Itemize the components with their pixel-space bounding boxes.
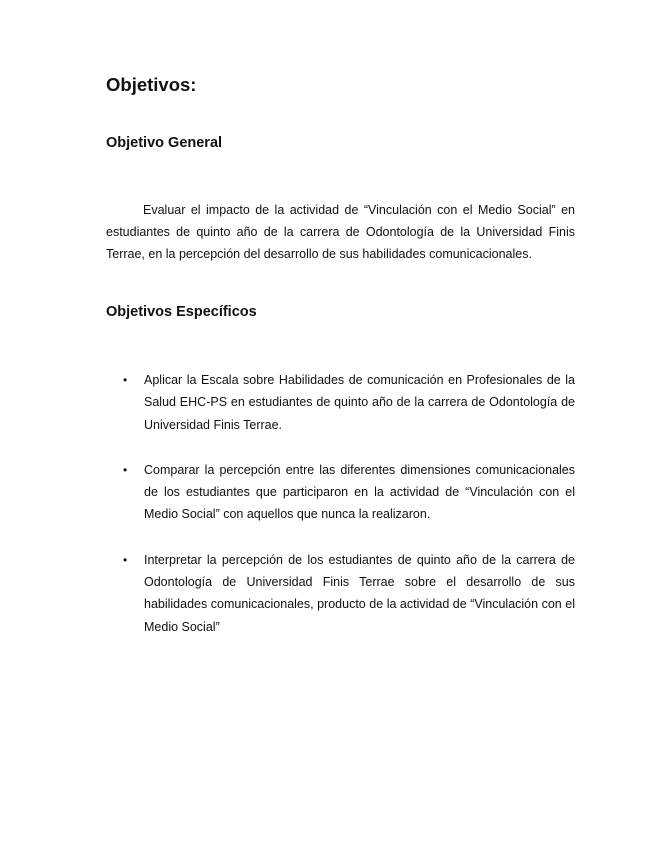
list-item-text: Comparar la percepción entre las diferentes dimensiones comunicacionales de los estudiantes que participaron en la actividad de “Vinculación con el Medio Social” con aquellos que nunca la realizaron. <box>144 462 575 522</box>
bullet-icon: • <box>123 462 128 477</box>
objetivos-especificos-list <box>106 369 575 661</box>
objetivo-general-paragraph: Evaluar el impacto de la actividad de “Vinculación con el Medio Social” en estudiantes de quinto año de la carrera de Odontología de la Universidad Finis Terrae, en la percepción del desarrollo de sus habilidades comunicacionales. <box>106 203 575 261</box>
objetivos-especificos-heading: Objetivos Específicos <box>106 304 257 320</box>
list-item-text: Aplicar la Escala sobre Habilidades de comunicación en Profesionales de la Salud EHC-PS en estudiantes de quinto año de la carrera de Odontología de Universidad Finis Terrae. <box>144 373 575 432</box>
bullet-icon: • <box>123 552 128 567</box>
list-item <box>106 459 575 526</box>
list-item <box>106 369 575 436</box>
list-item <box>106 549 575 638</box>
objetivo-general-heading: Objetivo General <box>106 135 223 151</box>
page-title: Objetivos: <box>106 74 197 95</box>
bullet-icon: • <box>123 373 128 387</box>
list-item-text: Interpretar la percepción de los estudiantes de quinto año de la carrera de Odontología de Universidad Finis Terrae sobre el desarrollo de sus habilidades comunicacionales, producto de la actividad de “Vinculación con el Medio Social” <box>144 552 575 634</box>
